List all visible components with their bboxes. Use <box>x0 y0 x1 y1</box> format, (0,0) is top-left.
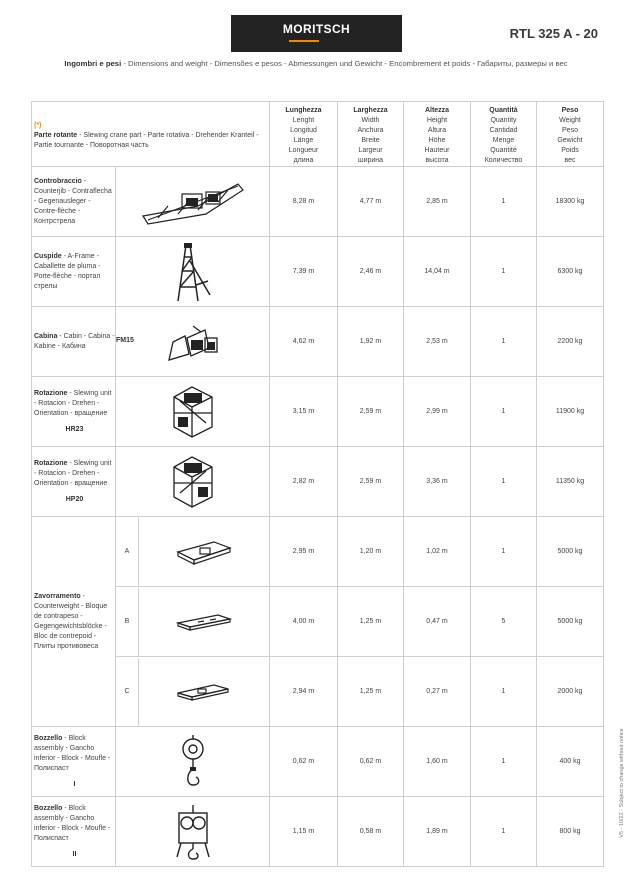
length-cell: 2,94 m <box>270 657 338 727</box>
part-name-cell: Controbraccio - Counterjib - Contraflecha - Gegenausleger - Contre-flèche - Контрстрела <box>32 167 116 237</box>
part-name-cell: Bozzello - Block assembly - Gancho inferior - Block - Moufle - Полиспаст II <box>32 797 116 867</box>
height-cell: 2,99 m <box>404 377 471 447</box>
part-name-cell: Cuspide - A-Frame - Caballette de pluma - Porte-flèche - портал стрелы <box>32 237 116 307</box>
counterweight-c-cell <box>116 657 270 727</box>
side-note-text: V5 - 10/22 - Subject to change without notice <box>619 728 625 838</box>
part-name-cell: Rotazione - Slewing unit - Rotacion - Drehen - Orientation - вращение HR23 <box>32 377 116 447</box>
height-cell: 2,53 m <box>404 307 471 377</box>
header-part-text: Parte rotante - Slewing crane part - Parte rotativa - Drehender Kranteil - Partie tournante - Поворотная часть <box>34 132 259 149</box>
length-cell: 4,62 m <box>270 307 338 377</box>
slewing-unit-image <box>116 377 270 447</box>
part-name-cell: Zavorramento - Counterweight - Bloque de contrapeso - Gegengewichtsblöcke - Bloc de contrepoid - Плиты противовеса <box>32 517 116 727</box>
header-mark: (*) <box>34 122 42 129</box>
counterweight-b-image <box>139 588 270 656</box>
header-weight: Peso Weight Peso Gewicht Poids вес <box>537 102 604 167</box>
weight-cell: 2000 kg <box>537 657 604 727</box>
quantity-cell: 1 <box>471 167 537 237</box>
a-frame-image <box>116 237 270 307</box>
quantity-cell: 1 <box>471 237 537 307</box>
page-subtitle <box>0 59 632 68</box>
height-cell: 0,27 m <box>404 657 471 727</box>
quantity-cell: 1 <box>471 447 537 517</box>
variant-label: B <box>116 588 139 656</box>
table-row <box>32 657 604 727</box>
header-quantity: Quantità Quantity Cantidad Menge Quantité Количество <box>471 102 537 167</box>
block-code: II <box>72 850 77 858</box>
subtitle-rest: - Dimensions and weight - Dimensões e pesos - Abmessungen und Gewicht - Encombrement et poids - Габариты, размеры и вес <box>121 59 568 68</box>
header-height: Altezza Height Altura Höhe Hauteur высота <box>404 102 471 167</box>
weight-cell: 2200 kg <box>537 307 604 377</box>
height-cell: 0,47 m <box>404 587 471 657</box>
height-cell: 14,04 m <box>404 237 471 307</box>
width-cell: 1,92 m <box>338 307 404 377</box>
width-cell: 2,46 m <box>338 237 404 307</box>
height-cell: 2,85 m <box>404 167 471 237</box>
weight-cell: 6300 kg <box>537 237 604 307</box>
counterjib-image <box>116 167 270 237</box>
dimensions-weight-table <box>31 101 604 867</box>
moritsch-logo <box>231 15 402 52</box>
width-cell: 2,59 m <box>338 447 404 517</box>
length-cell: 2,82 m <box>270 447 338 517</box>
table-row <box>32 517 604 587</box>
weight-cell: 11900 kg <box>537 377 604 447</box>
table-row <box>32 377 604 447</box>
width-cell: 0,58 m <box>338 797 404 867</box>
weight-cell: 5000 kg <box>537 517 604 587</box>
block-assembly-image <box>116 797 270 867</box>
counterweight-a-image <box>139 518 270 586</box>
subtitle-bold: Ingombri e pesi <box>64 59 122 68</box>
part-name-cell: Rotazione - Slewing unit - Rotacion - Drehen - Orientation - вращение HP20 <box>32 447 116 517</box>
side-note <box>612 700 625 870</box>
length-cell: 0,62 m <box>270 727 338 797</box>
length-cell: 4,00 m <box>270 587 338 657</box>
width-cell: 4,77 m <box>338 167 404 237</box>
length-cell: 8,28 m <box>270 167 338 237</box>
table-row <box>32 727 604 797</box>
part-name-cell: Cabina - Cabin - Cabina - Kabine - Кабина <box>32 307 116 377</box>
counterweight-a-cell <box>116 517 270 587</box>
quantity-cell: 5 <box>471 587 537 657</box>
slewing-unit-image <box>116 447 270 517</box>
table-row <box>32 447 604 517</box>
length-cell: 2,95 m <box>270 517 338 587</box>
counterweight-b-cell <box>116 587 270 657</box>
quantity-cell: 1 <box>471 517 537 587</box>
variant-label: A <box>116 518 139 586</box>
slewing-unit-code: HR23 <box>65 425 84 433</box>
quantity-cell: 1 <box>471 377 537 447</box>
height-cell: 1,89 m <box>404 797 471 867</box>
logo-accent-bar <box>289 40 319 42</box>
header-length: Lunghezza Lenght Longitud Länge Longueur длина <box>270 102 338 167</box>
weight-cell: 400 kg <box>537 727 604 797</box>
counterweight-c-image <box>139 658 270 726</box>
table-row <box>32 167 604 237</box>
weight-cell: 800 kg <box>537 797 604 867</box>
width-cell: 1,20 m <box>338 517 404 587</box>
quantity-cell: 1 <box>471 657 537 727</box>
weight-cell: 5000 kg <box>537 587 604 657</box>
cabin-code: FM15 <box>116 337 134 344</box>
width-cell: 1,25 m <box>338 657 404 727</box>
cabin-image <box>116 307 270 377</box>
length-cell: 3,15 m <box>270 377 338 447</box>
length-cell: 7,39 m <box>270 237 338 307</box>
table-row <box>32 587 604 657</box>
width-cell: 2,59 m <box>338 377 404 447</box>
table-header <box>32 102 604 167</box>
height-cell: 1,02 m <box>404 517 471 587</box>
weight-cell: 11350 kg <box>537 447 604 517</box>
part-name-cell: Bozzello - Block assembly - Gancho inferior - Block - Moufle - Полиспаст I <box>32 727 116 797</box>
table-row <box>32 797 604 867</box>
header-width: Larghezza Width Anchura Breite Largeur ширина <box>338 102 404 167</box>
height-cell: 3,36 m <box>404 447 471 517</box>
weight-cell: 18300 kg <box>537 167 604 237</box>
width-cell: 0,62 m <box>338 727 404 797</box>
height-cell: 1,60 m <box>404 727 471 797</box>
quantity-cell: 1 <box>471 797 537 867</box>
quantity-cell: 1 <box>471 727 537 797</box>
table-row <box>32 237 604 307</box>
block-assembly-image <box>116 727 270 797</box>
header-part-cell <box>32 102 270 167</box>
quantity-cell: 1 <box>471 307 537 377</box>
block-code: I <box>73 780 76 788</box>
width-cell: 1,25 m <box>338 587 404 657</box>
length-cell: 1,15 m <box>270 797 338 867</box>
logo-text: MORITSCH <box>282 22 351 36</box>
model-title: RTL 325 A - 20 <box>509 26 598 41</box>
slewing-unit-code: HP20 <box>65 495 84 503</box>
variant-label: C <box>116 658 139 726</box>
table-row <box>32 307 604 377</box>
